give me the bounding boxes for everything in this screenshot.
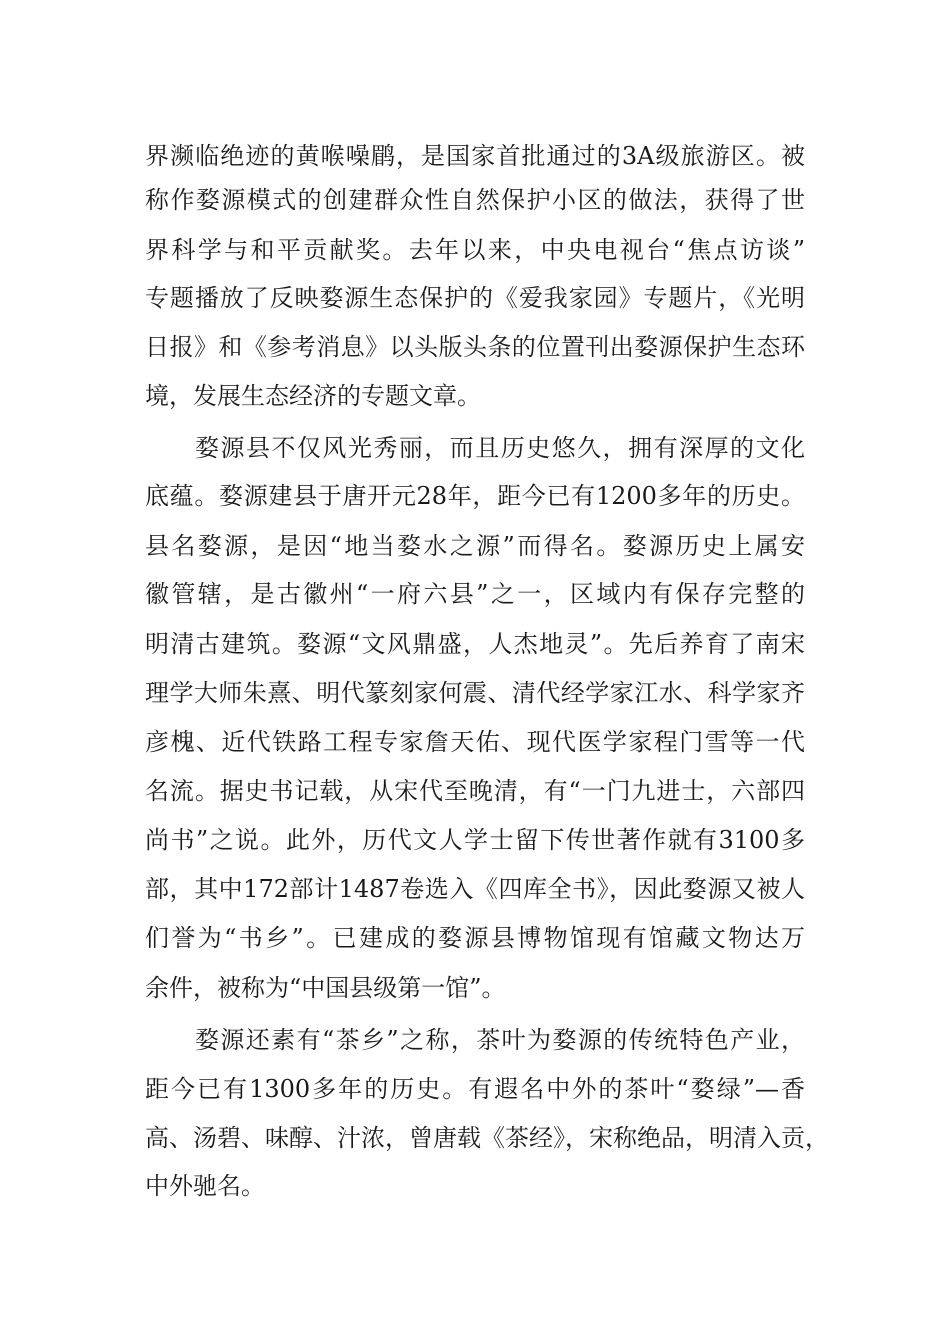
paragraph-2-line-3: 县名婺源，是因“地当婺水之源”而得名。婺源历史上属安 bbox=[145, 532, 805, 560]
paragraph-2-line-4: 徽管辖，是古徽州“一府六县”之一，区域内有保存完整的 bbox=[145, 580, 805, 608]
paragraph-1-line-6: 境，发展生态经济的专题文章。 bbox=[145, 382, 481, 410]
paragraph-2-line-7: 彦槐、近代铁路工程专家詹天佑、现代医学家程门雪等一代 bbox=[145, 728, 805, 756]
paragraph-3-line-2: 距今已有1300多年的历史。有遐名中外的茶叶“婺绿”—香 bbox=[145, 1075, 805, 1103]
paragraph-3-line-4: 中外驰名。 bbox=[145, 1172, 265, 1200]
paragraph-1-line-1: 界濒临绝迹的黄喉噪鹛，是国家首批通过的3A级旅游区。被 bbox=[145, 142, 805, 170]
paragraph-3-line-3: 高、汤碧、味醇、汁浓，曾唐载《茶经》，宋称绝品，明清入贡， bbox=[145, 1124, 829, 1152]
paragraph-2-line-10: 部，其中172部计1487卷选入《四库全书》，因此婺源又被人 bbox=[145, 875, 805, 903]
paragraph-2-line-2: 底蕴。婺源建县于唐开元28年，距今已有1200多年的历史。 bbox=[145, 482, 805, 510]
paragraph-1-line-3: 界科学与和平贡献奖。去年以来，中央电视台“焦点访谈” bbox=[145, 236, 805, 264]
paragraph-2-line-5: 明清古建筑。婺源“文风鼎盛，人杰地灵”。先后养育了南宋 bbox=[145, 630, 805, 658]
paragraph-3-line-1: 婺源还素有“茶乡”之称，茶叶为婺源的传统特色产业， bbox=[195, 1026, 805, 1054]
paragraph-2-line-9: 尚书”之说。此外，历代文人学士留下传世著作就有3100多 bbox=[145, 826, 805, 854]
paragraph-1-line-5: 日报》和《参考消息》以头版头条的位置刊出婺源保护生态环 bbox=[145, 333, 805, 361]
paragraph-2-line-1: 婺源县不仅风光秀丽，而且历史悠久，拥有深厚的文化 bbox=[195, 434, 805, 462]
paragraph-2-line-8: 名流。据史书记载，从宋代至晚清，有“一门九进士，六部四 bbox=[145, 777, 805, 805]
paragraph-2-line-12: 余件，被称为“中国县级第一馆”。 bbox=[145, 974, 506, 1002]
paragraph-2-line-6: 理学大师朱熹、明代篆刻家何震、清代经学家江水、科学家齐 bbox=[145, 679, 805, 707]
paragraph-2-line-11: 们誉为“书乡”。已建成的婺源县博物馆现有馆藏文物达万 bbox=[145, 924, 805, 952]
paragraph-1-line-4: 专题播放了反映婺源生态保护的《爱我家园》专题片，《光明 bbox=[145, 284, 805, 312]
paragraph-1-line-2: 称作婺源模式的创建群众性自然保护小区的做法，获得了世 bbox=[145, 186, 805, 214]
